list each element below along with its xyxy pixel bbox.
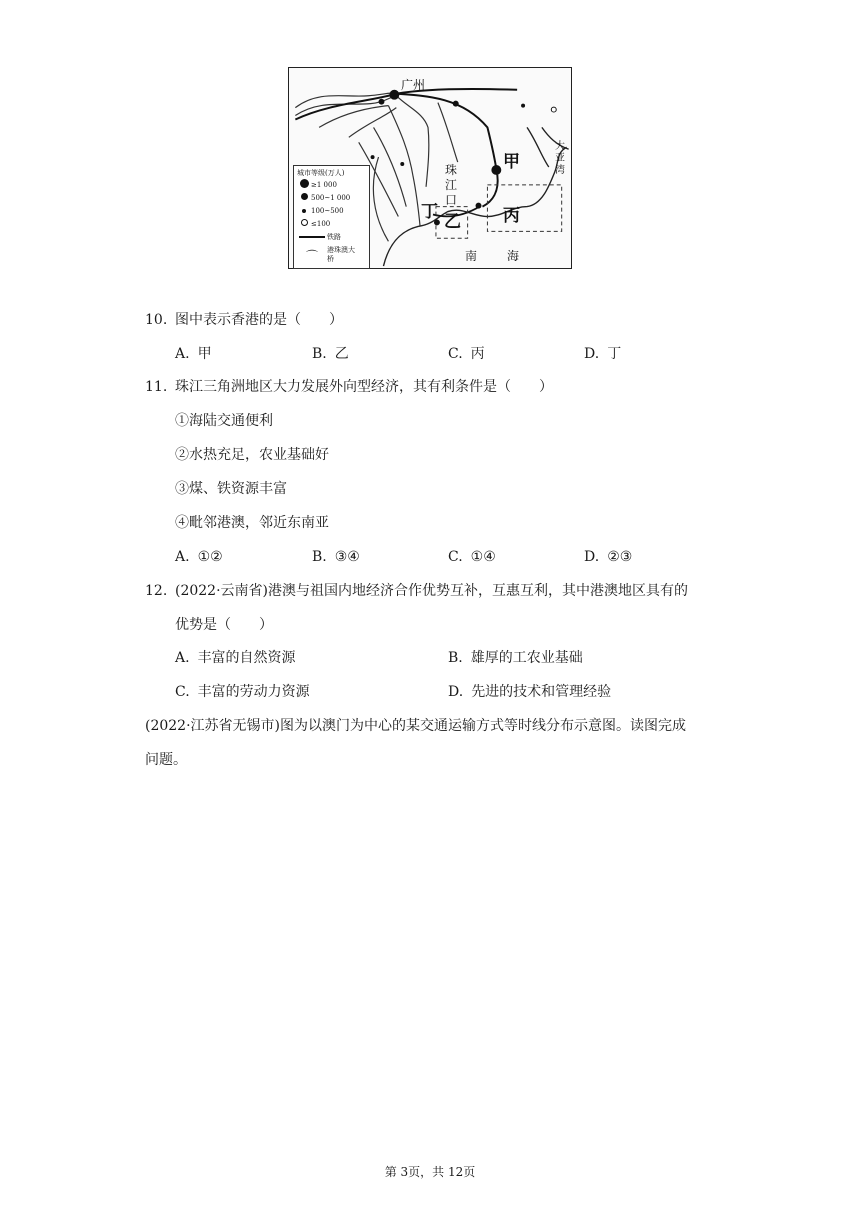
- page-footer: 第 3页，共 12页: [384, 1165, 476, 1179]
- label-wan: 湾: [555, 165, 565, 176]
- q11-statement-3: ③煤、铁资源丰富: [175, 481, 287, 497]
- q10-option-d: D. 丁: [584, 346, 622, 362]
- q12-option-c: C. 丰富的劳动力资源: [175, 684, 310, 700]
- label-jia: 甲: [503, 152, 520, 172]
- bridge-symbol-icon: ⌒: [305, 248, 318, 263]
- intro-line-2: 问题。: [145, 752, 187, 768]
- q12-option-a: A. 丰富的自然资源: [175, 650, 296, 666]
- city-jia: [491, 165, 501, 175]
- label-ding: 丁: [421, 202, 438, 222]
- legend-bridge: ⌒ 港珠澳大桥: [297, 243, 366, 267]
- label-nan: 南: [465, 249, 478, 263]
- question-12: 12. (2022·云南省)港澳与祖国内地经济合作优势互补，互惠互利，其中港澳地区具有的: [145, 583, 689, 599]
- legend-title: 城市等级(万人): [297, 169, 345, 177]
- q12-option-d: D. 先进的技术和管理经验: [448, 684, 612, 700]
- map-legend: [293, 165, 370, 269]
- legend-railway: 铁路: [297, 230, 366, 243]
- question-10: 10. 图中表示香港的是（ ）: [145, 312, 343, 328]
- question-12-line2: 优势是（ ）: [175, 617, 273, 633]
- q11-option-d: D. ②③: [584, 549, 633, 565]
- label-da: 大: [555, 141, 565, 152]
- q12-option-b: B. 雄厚的工农业基础: [448, 650, 583, 666]
- legend-item-2: 500~1 000: [297, 191, 366, 204]
- q11-option-a: A. ①②: [175, 549, 223, 565]
- q11-option-c: C. ①④: [448, 549, 496, 565]
- label-zhu: 珠: [445, 163, 458, 177]
- label-hai: 海: [507, 249, 520, 263]
- label-bing: 丙: [503, 206, 520, 226]
- legend-item-3: 100~500: [297, 204, 366, 217]
- legend-item-4: ≤100: [297, 217, 366, 230]
- pearl-river-delta-map: [288, 67, 572, 269]
- q10-option-b: B. 乙: [312, 346, 349, 362]
- city-bing: [476, 203, 482, 209]
- label-guangzhou: 广州: [401, 78, 426, 92]
- question-11: 11. 珠江三角洲地区大力发展外向型经济，其有利条件是（ ）: [145, 379, 553, 395]
- q10-option-c: C. 丙: [448, 346, 485, 362]
- label-jiang: 江: [445, 178, 458, 192]
- q11-statement-2: ②水热充足，农业基础好: [175, 447, 329, 463]
- q11-statement-1: ①海陆交通便利: [175, 413, 273, 429]
- legend-item-1: ≥1 000: [297, 178, 366, 191]
- intro-line-1: (2022·江苏省无锡市)图为以澳门为中心的某交通运输方式等时线分布示意图。读图完成: [145, 718, 687, 734]
- city-guangzhou: [389, 90, 399, 100]
- label-yi: 乙: [444, 212, 461, 232]
- q10-option-a: A. 甲: [175, 346, 212, 362]
- label-kou: 口: [445, 193, 458, 207]
- label-ya: 亚: [555, 153, 565, 164]
- q11-option-b: B. ③④: [312, 549, 360, 565]
- q11-statement-4: ④毗邻港澳，邻近东南亚: [175, 515, 329, 531]
